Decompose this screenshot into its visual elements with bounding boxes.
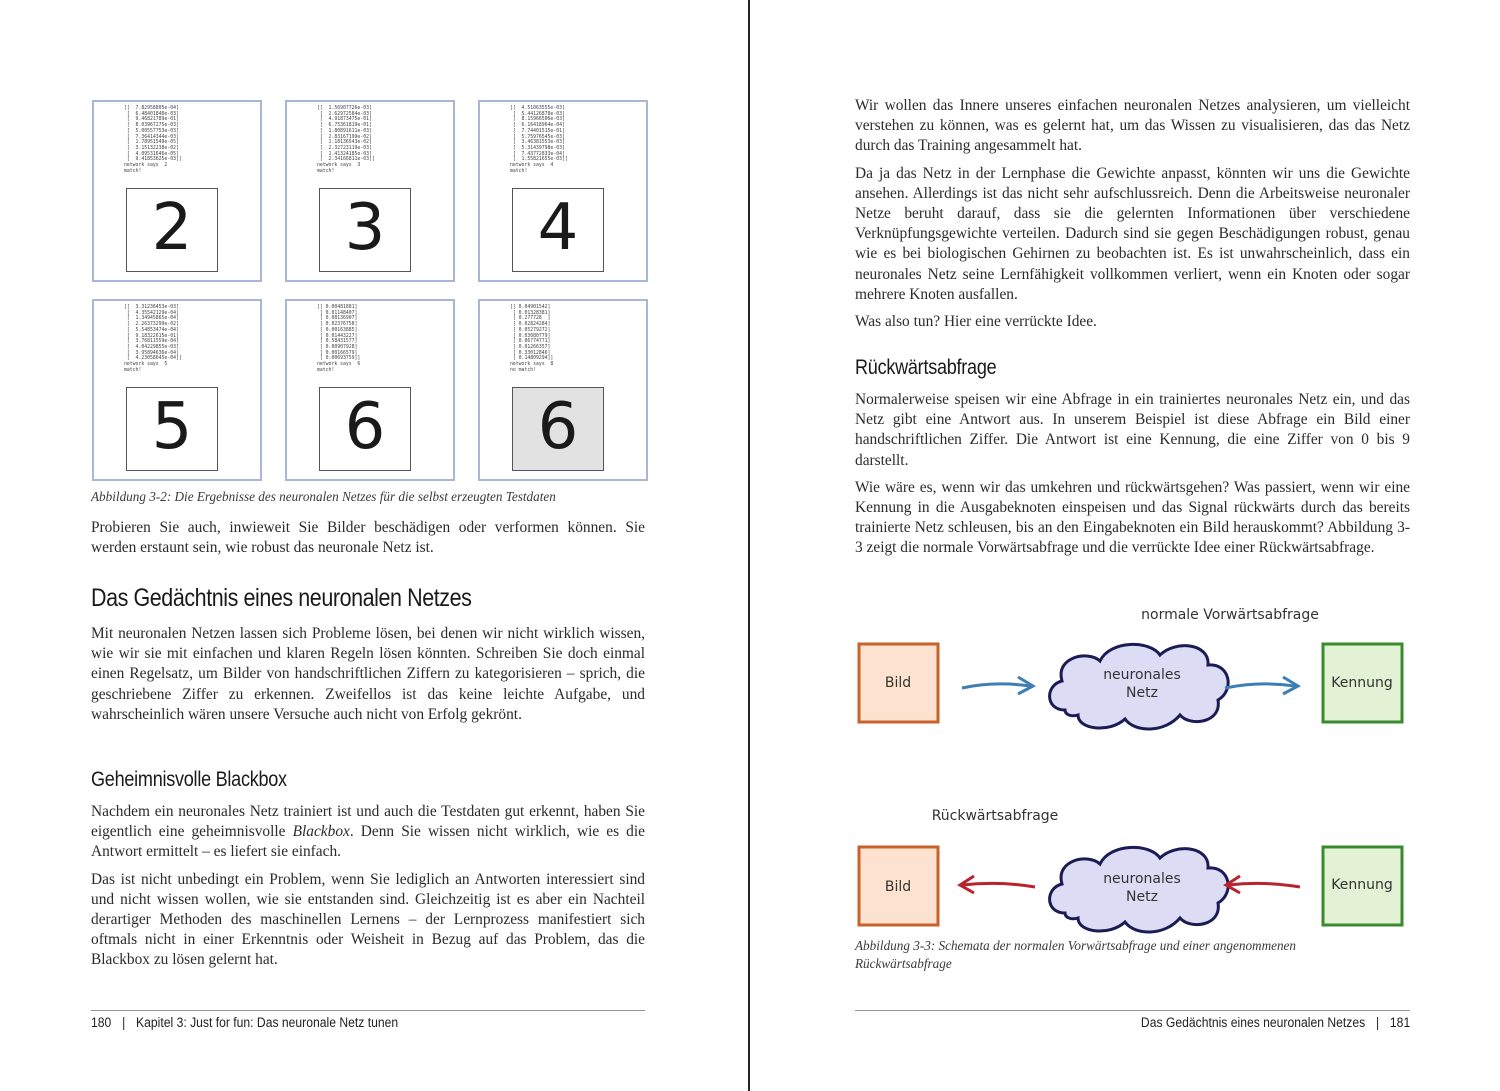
paragraph-text: Was also tun? Hier eine verrückte Idee. xyxy=(855,313,1097,331)
output-label: Kennung xyxy=(1331,675,1393,691)
digit-image: 4 xyxy=(537,191,579,265)
figure-caption xyxy=(855,937,1415,973)
digit-image: 2 xyxy=(151,191,193,265)
paragraph-text: Probieren Sie auch, inwieweit Sie Bilder beschädigen oder verformen können. Sie werden erstaunt sein, wie robust das neuronale Netz ist. xyxy=(91,519,645,557)
input-label: Bild xyxy=(884,879,912,895)
paragraph-block-backward xyxy=(855,390,1410,566)
footer-separator: | xyxy=(122,1015,126,1030)
digit-image: 3 xyxy=(344,191,386,265)
digit-plot xyxy=(319,387,411,471)
input-label: Bild xyxy=(884,675,912,691)
paragraph-text: Wir wollen das Innere unseres einfachen neuronalen Netzes analysieren, um vielleicht verstehen zu können, was es gelernt hat, um das Wissen zu visualisieren, das das Netz durch das Training angesammelt hat. xyxy=(855,97,1410,155)
net-label-line2: Netz xyxy=(1126,685,1158,701)
emphasis-blackbox: Blackbox xyxy=(292,823,350,841)
heading-blackbox: Geheimnisvolle Blackbox xyxy=(91,768,287,791)
forward-arrow xyxy=(1225,684,1295,688)
digit-image: 5 xyxy=(151,390,193,464)
forward-arrow xyxy=(962,684,1030,688)
digit-plot xyxy=(319,188,411,272)
paragraph-problems xyxy=(91,624,645,732)
figure-3-3-diagram xyxy=(850,595,1420,940)
page-number: 180 xyxy=(91,1015,112,1030)
footer-left xyxy=(91,1015,398,1030)
backward-arrow xyxy=(1228,883,1300,887)
output-matrix: [[ 1.56907726e-03] [ 2.62972584e-03] [ 4.91873475e-01] [ 6.75361819e-01] [ 1.80891611e-03] [ 2.83167199e-02] [ 1.18136543e-02] [ 2.32723119e-03] [ 1.41324185e-03] [ 2.34166811e-03]] network says 3 match! xyxy=(317,106,375,174)
digit-image: 6 xyxy=(344,390,386,464)
running-header: Das Gedächtnis eines neuronalen Netzes xyxy=(1140,1015,1365,1030)
forward-title: normale Vorwärtsabfrage xyxy=(1141,607,1319,623)
heading-memory: Das Gedächtnis eines neuronalen Netzes xyxy=(91,584,472,612)
net-label-line2: Netz xyxy=(1126,889,1158,905)
net-label-line1: neuronales xyxy=(1103,871,1181,887)
caption-line: Abbildung 3-3: Schemata der normalen Vorwärtsabfrage und einer angenommenen xyxy=(855,938,1296,953)
net-label-line1: neuronales xyxy=(1103,667,1181,683)
footer-separator: | xyxy=(1375,1015,1379,1030)
page-number: 181 xyxy=(1389,1015,1410,1030)
text-run: . Denn Sie wissen nicht wirklich, wie es die Antwort ermittelt – es liefert sie einfach. xyxy=(91,823,645,861)
digit-plot xyxy=(512,387,604,471)
output-matrix: [[ 7.82958805e-04] [ 6.48401840e-03] [ 9.46821789e-01] [ 8.03967275e-03] [ 5.00557753e-03] [ 7.36414344e-03] [ 1.78951549e-05] [ 3.15132238e-02] [ 4.09531646e-05] [ 9.41853625e-03]] network says 2 match! xyxy=(124,106,182,174)
output-matrix: [[ 4.51063555e-03] [ 5.44126878e-03] [ 8.15966506e-03] [ 6.16418964e-04] [ 7.74401515e-01] [ 5.75976545e-03] [ 3.46381553e-03] [ 5.31439798e-03] [ 7.43772833e-04] [ 1.55821655e-03]] network says 4 match! xyxy=(510,106,568,174)
paragraph-robustness xyxy=(91,518,645,565)
screenshot-digit-6-nomatch xyxy=(478,299,648,481)
screenshot-digit-6 xyxy=(285,299,455,481)
paragraph-text xyxy=(91,802,645,863)
backward-title: Rückwärtsabfrage xyxy=(931,808,1059,824)
screenshot-digit-2 xyxy=(92,100,262,282)
footer-rule xyxy=(855,1010,1410,1011)
paragraph-blackbox xyxy=(91,802,645,978)
paragraph-text: Mit neuronalen Netzen lassen sich Probleme lösen, bei denen wir nicht wirklich wissen, wie wir sie mit einfachen und klaren Regeln lösen könnten. Schreiben Sie doch einmal einen Regelsatz, um Bilder von handschriftlichen Ziffern zu kategorisieren – sprich, die geschriebene Ziffer zu erkennen. Zweifellos ist das keine leichte Aufgabe, und wahrscheinlich wären unsere Versuche auch nicht von Erfolg gekrönt. xyxy=(91,625,645,723)
screenshot-digit-3 xyxy=(285,100,455,282)
output-matrix: [[ 0.00481881] [ 0.01148407] [ 0.08136907] [ 0.02376758] [ 0.00163885] [ 0.01443227] [ 0.58431577] [ 0.00907928] [ 0.00166579] [ 0.00693759]] network says 6 match! xyxy=(317,305,361,373)
footer-right xyxy=(1141,1015,1410,1030)
screenshot-digit-4 xyxy=(478,100,648,282)
paragraph-text: Normalerweise speisen wir eine Abfrage in ein trainiertes neuronales Netz ein, und das Netz gibt eine Antwort aus. In unserem Beispiel ist diese Abfrage ein Bild einer handschriftlichen Ziffer. Die Antwort ist eine Kennung, die eine Ziffer von 0 bis 9 darstellt. xyxy=(855,391,1410,469)
running-header: Kapitel 3: Just for fun: Das neuronale Netz tunen xyxy=(136,1015,399,1030)
paragraph-text: Das ist nicht unbedingt ein Problem, wenn Sie lediglich an Antworten interessiert sind und nicht wissen wollen, wie sie entstanden sind. Gleichzeitig ist es aber ein Nachteil derartiger Methoden des maschinellen Lernens – der Lernprozess manifestiert sich oftmals nicht in einer Erkenntnis oder Weisheit in Bezug auf das Problem, das die Blackbox zu lösen gelernt hat. xyxy=(91,870,645,969)
right-page xyxy=(750,0,1500,1091)
backward-arrow xyxy=(962,883,1035,887)
heading-backward-query: Rückwärtsabfrage xyxy=(855,356,997,379)
paragraph-text: Da ja das Netz in der Lernphase die Gewichte anpasst, könnten wir uns die Gewichte ansehen. Allerdings ist das nicht sehr aufschlussreich. Denn die Arbeitsweise neuronaler Netze beruht darauf, dass sie die gelernten Informationen über verschiedene Verknüpfungsgewichte verteilen. Dadurch sind sie gegen Beschädigungen robust, genau wie es bei biologischen Gehirnen zu beobachten ist. Es ist unwahrscheinlich, dass ein neuronales Netz seine Lernfähigkeit vollkommen verliert, wenn ein Knoten oder sogar mehrere Knoten ausfallen. xyxy=(855,164,1410,303)
output-matrix: [[ 3.31236453e-03] [ 4.35542129e-04] [ 1.34945865e-04] [ 2.26373299e-02] [ 5.54853474e-04] [ 9.18322615e-01] [ 3.76811559e-04] [ 4.04229855e-03] [ 3.95894636e-04] [ 4.23058645e-04]] network says 5 match! xyxy=(124,305,182,373)
output-label: Kennung xyxy=(1331,877,1393,893)
caption-line: Rückwärtsabfrage xyxy=(855,956,952,971)
screenshot-digit-5 xyxy=(92,299,262,481)
paragraph-text: Wie wäre es, wenn wir das umkehren und rückwärtsgehen? Was passiert, wenn wir eine Kennung in die Ausgabeknoten einspeisen und das Signal rückwärts durch das bereits trainierte Netz schleusen, bis an den Eingabeknoten ein Bild herauskommt? Abbildung 3-3 zeigt die normale Vorwärtsabfrage und die verrückte Idee einer Rückwärtsabfrage. xyxy=(855,478,1410,557)
figure-caption: Abbildung 3-2: Die Ergebnisse des neuronalen Netzes für die selbst erzeugten Testdaten xyxy=(91,489,556,504)
digit-image: 6 xyxy=(537,390,579,464)
digit-plot xyxy=(126,387,218,471)
output-matrix: [[ 0.04901542] [ 0.01328381] [ 0.277728 ] [ 0.02824284] [ 0.05279272] [ 0.03080779] [ 0.06774771] [ 0.01266357] [ 0.33012846] [ 0.14809294]] network says 8 no match! xyxy=(510,305,554,373)
footer-rule xyxy=(91,1010,645,1011)
digit-plot xyxy=(126,188,218,272)
digit-plot xyxy=(512,188,604,272)
text-run: Nachdem ein neuronales Netz trainiert ist und auch die Testdaten gut erkennt, haben Sie eigentlich eine geheimnisvolle xyxy=(91,803,645,841)
paragraph-block-intro xyxy=(855,96,1410,339)
